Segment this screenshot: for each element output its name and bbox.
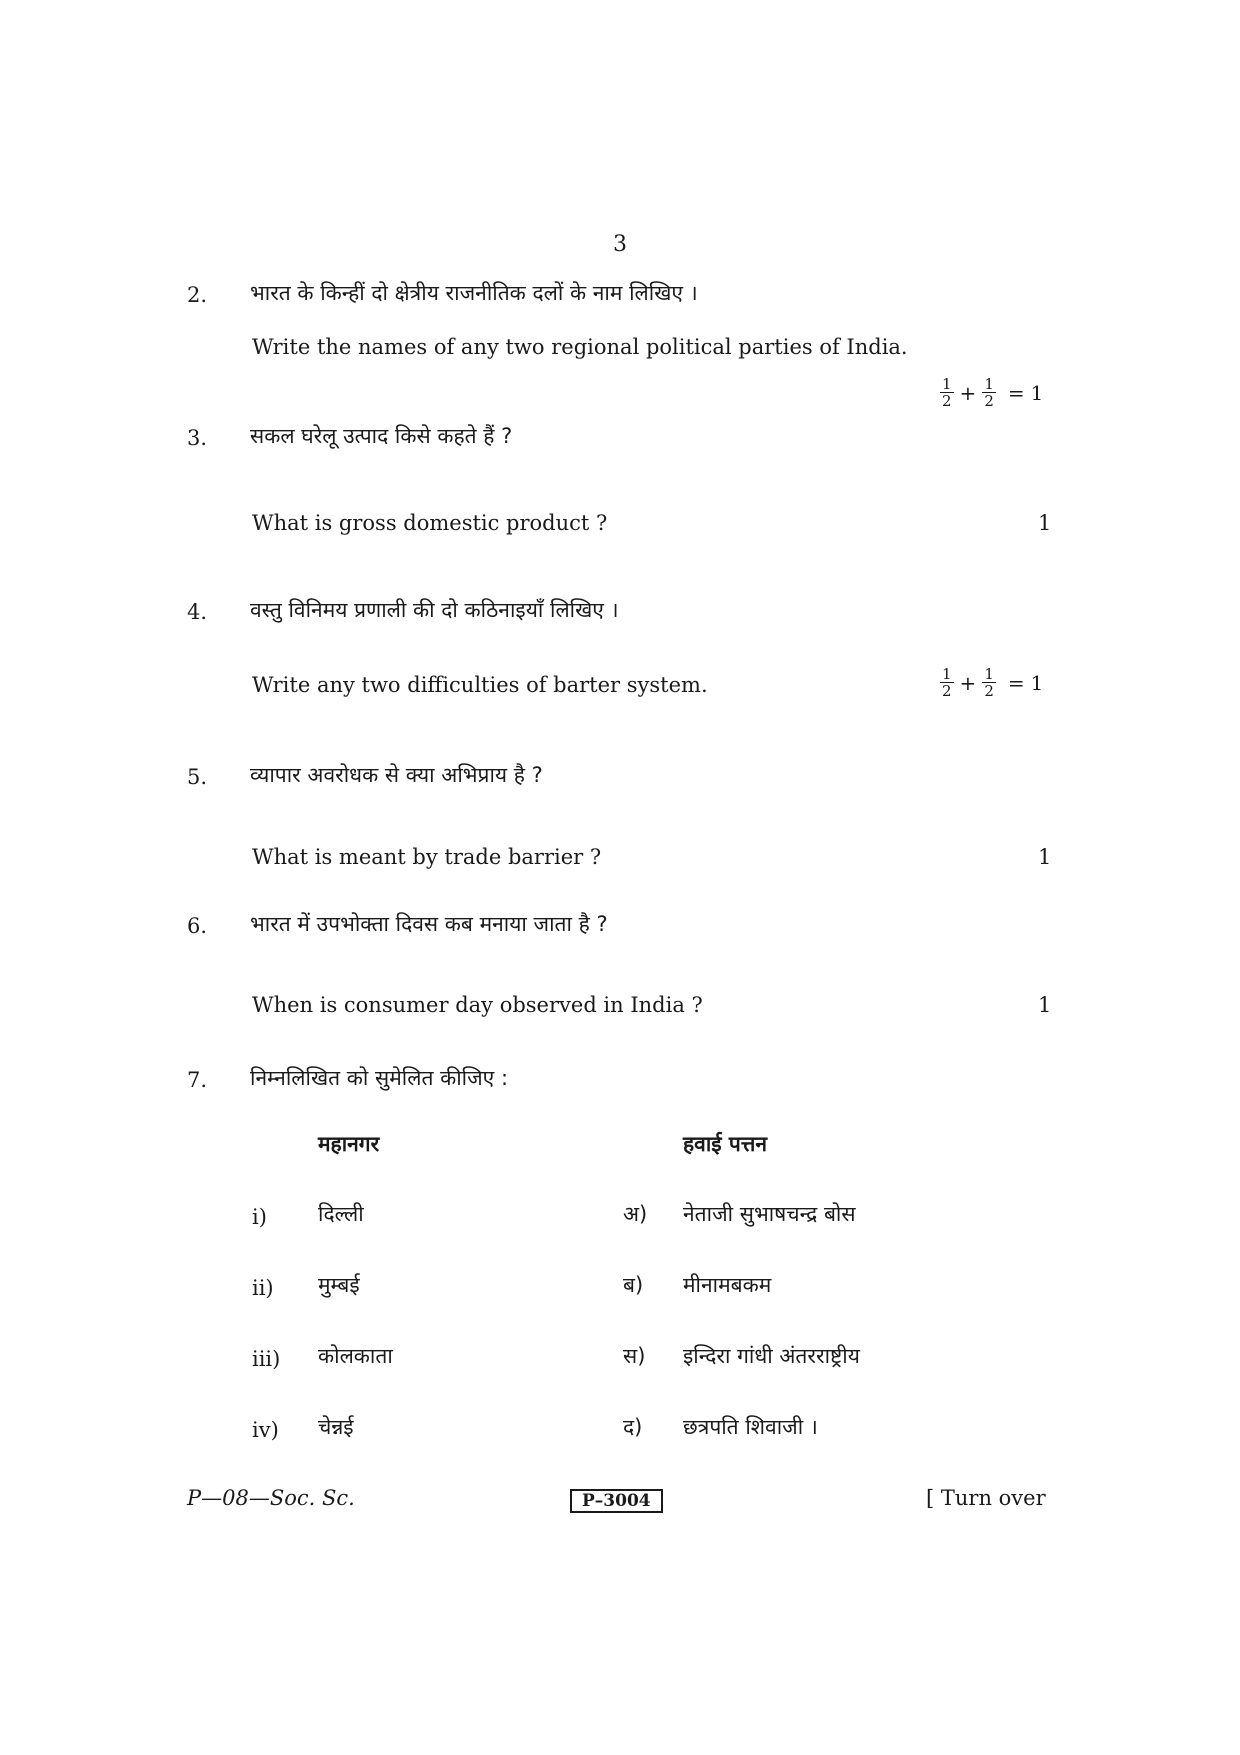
plus-sign: + <box>959 380 977 405</box>
marks-total: 1 <box>1030 380 1044 405</box>
question-number: 3. <box>187 426 208 450</box>
marks: 1 <box>1038 511 1052 535</box>
question-hindi: निम्नलिखित को सुमेलित कीजिए : <box>250 1066 509 1090</box>
airport-name: नेताजी सुभाषचन्द्र बोस <box>683 1202 856 1226</box>
turn-over-note: [ Turn over <box>926 1486 1046 1510</box>
question-english: Write the names of any two regional political parties of India. <box>252 335 908 359</box>
question-hindi: भारत के किन्हीं दो क्षेत्रीय राजनीतिक दलों के नाम लिखिए । <box>250 281 698 305</box>
marks <box>940 666 1043 699</box>
question-number: 6. <box>187 914 208 938</box>
question-number: 5. <box>187 765 208 789</box>
airport-name: इन्दिरा गांधी अंतरराष्ट्रीय <box>683 1344 860 1368</box>
city-name: कोलकाता <box>318 1344 393 1368</box>
fraction: $\frac{1}{2}$ <box>942 665 952 700</box>
paper-code-label: P—08—Soc. Sc. <box>187 1486 355 1510</box>
marks <box>940 376 1043 409</box>
question-english: What is meant by trade barrier ? <box>252 845 602 869</box>
city-name: मुम्बई <box>318 1273 360 1297</box>
question-english: Write any two difficulties of barter system. <box>252 673 708 697</box>
option-letter: ब) <box>623 1273 644 1297</box>
airport-name: मीनामबकम <box>683 1273 772 1297</box>
fraction: $\frac{1}{2}$ <box>942 375 952 410</box>
question-hindi: भारत में उपभोक्ता दिवस कब मनाया जाता है ? <box>250 912 608 936</box>
airport-name: छत्रपति शिवाजी । <box>683 1415 818 1439</box>
fraction: $\frac{1}{2}$ <box>984 375 994 410</box>
option-letter: द) <box>623 1415 643 1439</box>
match-column-header: हवाई पत्तन <box>683 1132 767 1156</box>
city-name: चेन्नई <box>318 1415 354 1439</box>
city-name: दिल्ली <box>318 1202 364 1226</box>
plus-sign: + <box>959 670 977 695</box>
option-letter: स) <box>623 1344 646 1368</box>
page-number: 3 <box>613 232 627 257</box>
match-column-header: महानगर <box>318 1132 380 1156</box>
row-index: ii) <box>252 1276 274 1300</box>
marks-total: 1 <box>1030 670 1044 695</box>
row-index: iii) <box>252 1347 281 1371</box>
equals-sign: = <box>1007 380 1025 405</box>
question-english: When is consumer day observed in India ? <box>252 993 703 1017</box>
row-index: iv) <box>252 1418 279 1442</box>
question-hindi: वस्तु विनिमय प्रणाली की दो कठिनाइयाँ लिखिए । <box>250 598 619 622</box>
marks: 1 <box>1038 993 1052 1017</box>
paper-code-box: P–3004 <box>570 1489 663 1513</box>
question-number: 4. <box>187 600 208 624</box>
row-index: i) <box>252 1205 267 1229</box>
question-english: What is gross domestic product ? <box>252 511 608 535</box>
question-hindi: व्यापार अवरोधक से क्या अभिप्राय है ? <box>250 763 543 787</box>
marks: 1 <box>1038 845 1052 869</box>
question-number: 7. <box>187 1068 208 1092</box>
equals-sign: = <box>1007 670 1025 695</box>
fraction: $\frac{1}{2}$ <box>984 665 994 700</box>
question-number: 2. <box>187 283 208 307</box>
option-letter: अ) <box>623 1202 648 1226</box>
question-hindi: सकल घरेलू उत्पाद किसे कहते हैं ? <box>250 424 513 448</box>
